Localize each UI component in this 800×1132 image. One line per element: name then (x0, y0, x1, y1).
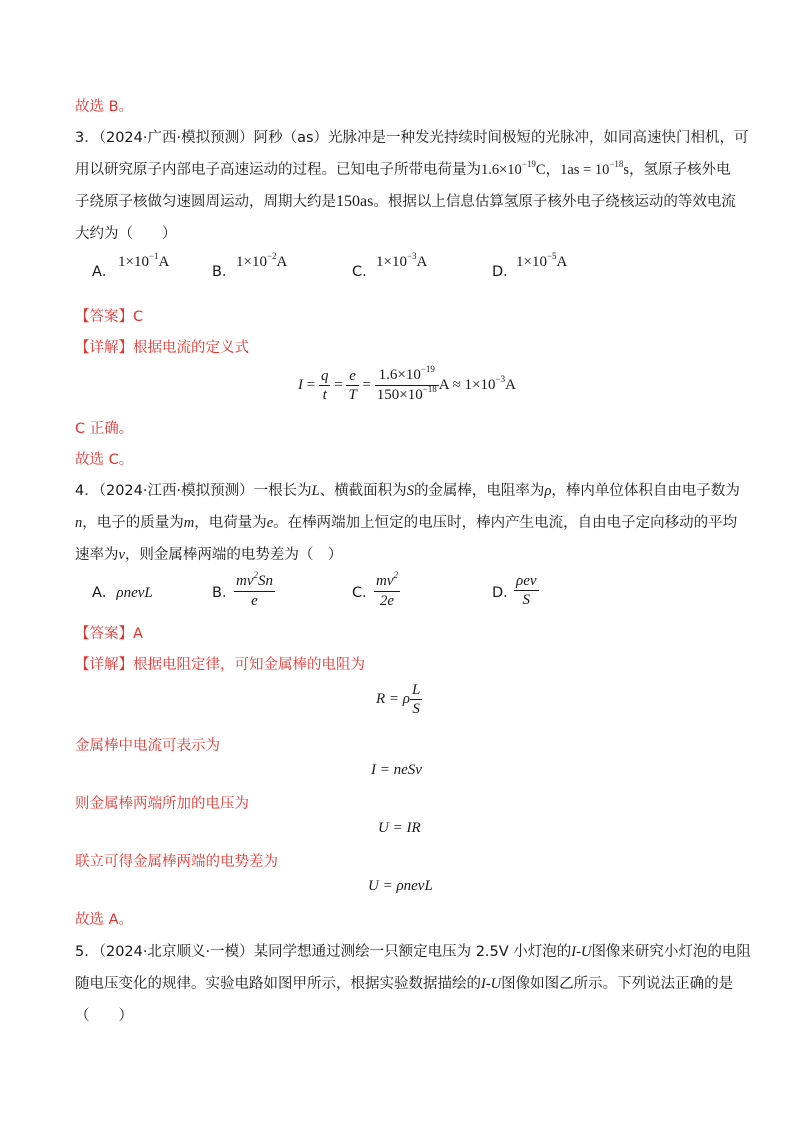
q3-line-2-tail: ，氢原子核外电 (629, 162, 731, 178)
q4-option-c-value (374, 572, 400, 610)
q4-l2a: ，电子的质量为 (82, 515, 184, 531)
q4-eq1-left: R = ρ (376, 690, 410, 707)
eq-approx: A ≈ 1×10 (438, 376, 496, 393)
q4-b-mv: mv (236, 573, 254, 589)
eq-equals-3: = (358, 376, 375, 393)
q4-option-c-denominator: 2e (379, 593, 395, 609)
q4-l1b: 、横截面积为 (319, 483, 407, 499)
prev-conclusion: 故选 B。 (75, 99, 134, 115)
q4-detail-text: 根据电阻定律，可知金属棒的电阻为 (133, 657, 365, 673)
num-mantissa: 1.6×10 (378, 367, 421, 383)
eq-equals-1: = (303, 376, 319, 393)
q4-option-a (92, 583, 153, 603)
q4-option-d-letter: D． (492, 585, 518, 601)
q5-l1a: 5．（2024·北京顺义·一模）某同学想通过测绘一只额定电压为 2.5V 小灯泡的 (75, 944, 572, 960)
frac-e: e (346, 367, 358, 386)
q3-option-c-mantissa: 1×10 (376, 254, 407, 270)
q4-var-S: S (406, 483, 414, 499)
q3-option-b-mantissa: 1×10 (236, 254, 267, 270)
q3-line-1: 3．（2024·广西·模拟预测）阿秒（as）光脉冲是一种发光持续时间极短的光脉冲，如同高速快门相机，可 (75, 130, 749, 146)
q4-option-a-value: ρnevL (116, 585, 153, 601)
q4-c-mv: mv (376, 573, 394, 589)
q3-as-unit: s (623, 162, 630, 178)
q3-charge-mantissa: 1.6×10 (481, 162, 522, 178)
q3-period: 150as (336, 193, 374, 210)
q3-conclusion: 故选 C。 (75, 452, 134, 468)
q4-option-d-denominator: S (522, 592, 530, 608)
q4-eq1-fraction (410, 681, 422, 718)
q4-option-b-value (234, 572, 275, 610)
q4-voltage-text: 则金属棒两端所加的电压为 (75, 796, 249, 812)
q4-l1d: ，棒内单位体积自由电子数为 (551, 483, 740, 499)
q4-voltage-equation: U = IR (378, 820, 421, 836)
q4-option-d-numerator: ρev (516, 573, 537, 589)
q5-line-1 (75, 942, 751, 962)
den-mantissa: 150×10 (376, 387, 423, 403)
q5-l2a: 随电压变化的规律。实验电路如图甲所示，根据实验数据描绘的 (75, 976, 481, 992)
q4-option-b-numerator (234, 572, 275, 592)
q4-resistance-equation (376, 681, 422, 718)
q3-answer-value: C (133, 309, 144, 325)
q3-separator: ， (545, 162, 561, 178)
num-exponent: −19 (420, 364, 435, 374)
frac-numeric (375, 366, 439, 405)
q3-detail (75, 338, 249, 358)
q4-option-b-fraction (234, 572, 275, 610)
q4-l3a: 速率为 (75, 547, 119, 563)
q4-eq1-numerator: L (411, 682, 421, 698)
q3-option-c-letter: C． (352, 264, 377, 280)
q3-option-c-exponent: −3 (406, 251, 417, 261)
q4-l2b: ，电荷量为 (194, 515, 267, 531)
q4-detail (75, 655, 365, 675)
q3-option-a-letter: A． (92, 264, 117, 280)
q4-conclusion: 故选 A。 (75, 912, 134, 928)
q4-c-sq: 2 (393, 570, 398, 580)
q3-charge-unit: C (535, 162, 546, 178)
q3-option-b-exponent: −2 (266, 251, 277, 261)
q4-var-m: m (183, 515, 195, 531)
q3-option-c-value (376, 253, 427, 272)
q4-current-text: 金属棒中电流可表示为 (75, 738, 220, 754)
q4-l3b: ，则金属棒两端的电势差为（ ） (124, 547, 343, 563)
q3-option-b-unit: A (276, 254, 288, 270)
q4-l1c: 的金属棒，电阻率为 (413, 483, 545, 499)
q3-option-d-value (516, 253, 567, 272)
q4-option-c-fraction (374, 572, 400, 610)
q3-option-b-letter: B． (212, 264, 237, 280)
q3-option-a-unit: A (158, 254, 170, 270)
eq-i: I (298, 376, 303, 393)
q4-combine-text: 联立可得金属棒两端的电势差为 (75, 854, 278, 870)
q4-option-a-letter: A． (92, 585, 117, 601)
q3-detail-text: 根据电流的定义式 (133, 340, 249, 356)
q4-answer-tag: 【答案】 (75, 626, 133, 642)
q4-var-v: v (118, 547, 125, 563)
q3-c-correct: C 正确。 (75, 421, 134, 437)
frac-q-over-t (319, 367, 331, 404)
q4-l2c: 。在棒两端加上恒定的电压时，棒内产生电流，自由电子定向移动的平均 (273, 515, 738, 531)
frac-t: t (322, 387, 327, 403)
q3-current-equation (298, 366, 516, 405)
q3-option-a-mantissa: 1×10 (118, 254, 149, 270)
q3-option-d-mantissa: 1×10 (516, 254, 547, 270)
q5-l2b: 图像如图乙所示。下列说法正确的是 (501, 976, 734, 992)
q4-b-sn: Sn (258, 573, 273, 589)
q3-as-definition: 1as = 10 (560, 162, 610, 178)
eq-equals-2: = (330, 376, 347, 393)
q4-option-d-value (514, 572, 539, 609)
den-exponent: −18 (422, 384, 437, 394)
q4-detail-tag: 【详解】 (75, 657, 133, 673)
q4-answer (75, 624, 143, 644)
frac-e-over-T (346, 367, 358, 404)
q4-option-c-numerator (374, 572, 400, 592)
q4-l1a: 4．（2024·江西·模拟预测）一根长为 (75, 483, 312, 499)
q3-line-3 (75, 192, 736, 212)
q3-line-4: 大约为（ ） (75, 226, 177, 242)
q4-option-b-denominator: e (251, 593, 258, 609)
q3-line-2-text: 用以研究原子内部电子高速运动的过程。已知电子所带电荷量为 (75, 162, 481, 178)
eq-result-exponent: −3 (495, 373, 506, 384)
q3-answer-tag: 【答案】 (75, 309, 133, 325)
q3-line-3-tail: 。根据以上信息估算氢原子核外电子绕核运动的等效电流 (373, 194, 736, 210)
q3-detail-tag: 【详解】 (75, 340, 133, 356)
frac-numeric-denominator (375, 386, 439, 405)
q3-option-a-value (118, 253, 169, 272)
frac-numeric-numerator (375, 366, 439, 386)
q4-option-b-letter: B． (212, 585, 237, 601)
q5-iu-2: I-U (481, 976, 502, 992)
q5-l1b: 图像来研究小灯泡的电阻 (591, 944, 751, 960)
frac-q: q (320, 368, 329, 384)
q3-option-d-exponent: −5 (546, 251, 557, 261)
eq-result-unit: A (505, 376, 516, 393)
frac-T: T (348, 387, 357, 403)
q5-line-3: （ ） (75, 1008, 133, 1024)
q4-b-sq: 2 (253, 570, 258, 580)
q4-line-2 (75, 513, 737, 533)
q3-as-exponent: −18 (609, 159, 624, 169)
q4-var-e: e (266, 515, 274, 531)
q4-var-n: n (75, 515, 83, 531)
q3-line-2 (75, 160, 731, 181)
q4-result-equation: U = ρnevL (368, 878, 433, 894)
q3-option-d-unit: A (556, 254, 568, 270)
q4-eq1-denominator: S (412, 701, 420, 717)
q4-option-c-letter: C． (352, 585, 377, 601)
q3-answer (75, 307, 143, 327)
q3-charge-exponent: −19 (521, 159, 536, 169)
q4-answer-value: A (133, 626, 143, 642)
q4-line-3 (75, 545, 342, 565)
q3-line-3-text: 子绕原子核做匀速圆周运动，周期大约是 (75, 194, 336, 210)
q4-line-1 (75, 481, 740, 501)
q3-option-c-unit: A (416, 254, 428, 270)
q4-var-L: L (311, 483, 320, 499)
q4-var-rho: ρ (544, 483, 552, 499)
q5-iu-1: I-U (571, 944, 592, 960)
q3-option-d-letter: D． (492, 264, 518, 280)
q4-option-d-fraction (514, 572, 539, 609)
q3-option-b-value (236, 253, 287, 272)
q3-option-a-exponent: −1 (148, 251, 159, 261)
q4-current-equation: I = neSv (371, 762, 422, 778)
q5-line-2 (75, 974, 733, 994)
